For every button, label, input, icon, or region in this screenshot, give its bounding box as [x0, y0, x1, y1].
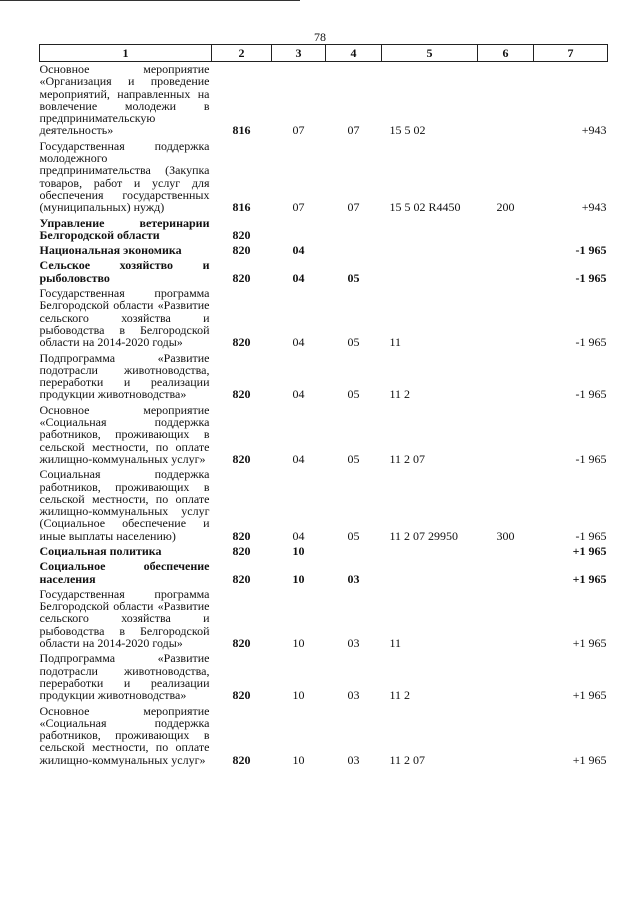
row-code-section: 10 [292, 571, 305, 586]
row-code-expense-type [478, 704, 534, 768]
row-code-ministry: 820 [232, 636, 251, 651]
row-description: Национальная экономика [39, 243, 182, 258]
row-code-ministry: 820 [232, 387, 251, 402]
row-amount: -1 965 [575, 387, 607, 402]
row-code-subsection: 07 [347, 200, 360, 215]
row-amount: +1 965 [572, 752, 607, 767]
table-row [40, 559, 608, 587]
table-row [40, 467, 608, 544]
row-code-subsection: 03 [347, 636, 360, 651]
table-row [40, 351, 608, 403]
column-header-7: 7 [534, 45, 608, 62]
row-amount: -1 965 [575, 451, 607, 466]
row-code-expense-type: 300 [496, 528, 515, 543]
row-code-ministry: 820 [232, 243, 251, 258]
row-code-section: 04 [292, 528, 305, 543]
row-code-expense-type [478, 544, 534, 559]
row-code-ministry: 820 [232, 335, 251, 350]
row-code-subsection: 03 [347, 688, 360, 703]
row-code-target [382, 216, 478, 244]
row-code-target: 11 2 07 [389, 752, 426, 767]
table-row [40, 139, 608, 216]
budget-table [39, 44, 608, 768]
row-code-target [382, 559, 478, 587]
row-code-ministry: 820 [232, 543, 251, 558]
row-code-subsection: 05 [347, 335, 360, 350]
row-amount: -1 965 [575, 335, 607, 350]
table-header-row [40, 45, 608, 62]
table-row [40, 704, 608, 768]
table-row [40, 544, 608, 559]
row-description: Государственная программа Белгородской области «Развитие сельского хозяйства и рыбоводства в Белгородской области на 2014-2020 годы» [39, 586, 210, 651]
table-row [40, 243, 608, 258]
table-row [40, 216, 608, 244]
row-amount: -1 965 [575, 528, 607, 543]
row-code-subsection: 03 [347, 571, 360, 586]
row-code-subsection: 07 [347, 123, 360, 138]
row-code-section: 10 [292, 543, 305, 558]
row-code-expense-type [478, 403, 534, 467]
row-code-target: 15 5 02 [389, 123, 426, 138]
row-amount: +1 965 [572, 636, 607, 651]
row-code-target: 11 2 [389, 387, 411, 402]
row-code-subsection: 03 [347, 752, 360, 767]
row-code-target: 11 [389, 636, 402, 651]
row-description: Управление ветеринарии Белгородской области [39, 215, 210, 242]
row-description: Государственная поддержка молодежного предпринимательства (Закупка товаров, работ и услуг для обеспечения государственных (муниципальных) нужд) [39, 138, 210, 215]
row-code-subsection [326, 544, 382, 559]
row-description: Государственная программа Белгородской области «Развитие сельского хозяйства и рыбоводства в Белгородской области на 2014-2020 годы» [39, 286, 210, 350]
row-code-expense-type [478, 651, 534, 703]
row-code-target: 11 2 07 [389, 451, 426, 466]
top-rule [0, 0, 300, 1]
row-code-section: 10 [292, 636, 305, 651]
row-code-ministry: 820 [232, 688, 251, 703]
row-code-section: 10 [292, 752, 305, 767]
row-code-section: 10 [292, 688, 305, 703]
row-description: Основное мероприятие «Социальная поддержка работников, проживающих в сельской местности, по оплате жилищно-коммунальных услуг» [39, 402, 210, 466]
row-amount: +1 965 [572, 543, 607, 558]
row-code-ministry: 816 [232, 123, 251, 138]
row-code-ministry: 816 [232, 200, 251, 215]
row-amount: +1 965 [572, 571, 607, 586]
row-code-expense-type [478, 587, 534, 651]
row-code-subsection [326, 243, 382, 258]
row-code-section: 07 [292, 123, 305, 138]
column-header-1: 1 [40, 45, 212, 62]
row-code-ministry: 820 [232, 528, 251, 543]
row-code-expense-type [478, 243, 534, 258]
row-code-subsection: 05 [347, 387, 360, 402]
row-amount: +1 965 [572, 688, 607, 703]
row-code-section: 04 [292, 335, 305, 350]
row-code-section: 04 [292, 387, 305, 402]
row-code-target: 11 2 07 29950 [389, 528, 459, 543]
row-amount: +943 [581, 123, 607, 138]
row-code-target [382, 258, 478, 286]
row-code-expense-type [478, 258, 534, 286]
row-amount [534, 216, 608, 244]
row-code-target [382, 544, 478, 559]
row-code-expense-type [478, 351, 534, 403]
table-row [40, 403, 608, 467]
row-description: Сельское хозяйство и рыболовство [39, 258, 210, 285]
column-header-6: 6 [478, 45, 534, 62]
table-row [40, 62, 608, 139]
row-code-ministry: 820 [232, 752, 251, 767]
row-description: Социальная политика [39, 543, 162, 558]
column-header-3: 3 [272, 45, 326, 62]
row-code-section [272, 216, 326, 244]
row-description: Социальное обеспечение населения [39, 559, 210, 586]
row-code-expense-type [478, 216, 534, 244]
table-row [40, 286, 608, 350]
row-amount: -1 965 [575, 243, 607, 258]
row-code-section: 07 [292, 200, 305, 215]
row-code-subsection: 05 [347, 270, 360, 285]
page-number: 78 [314, 30, 326, 44]
row-code-ministry: 820 [232, 227, 251, 242]
row-description: Основное мероприятие «Организация и проведение мероприятий, направленных на вовлечение молодежи в предпринимательскую деятельность» [39, 62, 210, 138]
row-amount: +943 [581, 200, 607, 215]
column-header-5: 5 [382, 45, 478, 62]
row-code-ministry: 820 [232, 451, 251, 466]
table-row [40, 258, 608, 286]
row-code-expense-type [478, 559, 534, 587]
column-header-2: 2 [212, 45, 272, 62]
row-code-target: 11 2 [389, 688, 411, 703]
row-description: Подпрограмма «Развитие подотрасли животноводства, переработки и реализации продукции животноводства» [39, 350, 210, 402]
row-code-ministry: 820 [232, 571, 251, 586]
row-amount: -1 965 [575, 270, 607, 285]
row-code-section: 04 [292, 243, 305, 258]
table-body [40, 62, 608, 769]
table-row [40, 651, 608, 703]
row-code-subsection [326, 216, 382, 244]
row-code-expense-type [478, 62, 534, 139]
row-code-expense-type [478, 286, 534, 350]
row-code-expense-type: 200 [496, 200, 515, 215]
row-code-ministry: 820 [232, 270, 251, 285]
row-code-target [382, 243, 478, 258]
row-code-target: 11 [389, 335, 402, 350]
row-description: Подпрограмма «Развитие подотрасли животноводства, переработки и реализации продукции животноводства» [39, 651, 210, 703]
row-description: Социальная поддержка работников, проживающих в сельской местности, по оплате жилищно-коммунальных услуг (Социальное обеспечение и иные выплаты населению) [39, 467, 210, 543]
row-code-subsection: 05 [347, 528, 360, 543]
row-code-section: 04 [292, 270, 305, 285]
row-code-target: 15 5 02 R4450 [389, 200, 461, 215]
table-row [40, 587, 608, 651]
column-header-4: 4 [326, 45, 382, 62]
row-code-section: 04 [292, 451, 305, 466]
row-description: Основное мероприятие «Социальная поддержка работников, проживающих в сельской местности, по оплате жилищно-коммунальных услуг» [39, 703, 210, 767]
row-code-subsection: 05 [347, 451, 360, 466]
